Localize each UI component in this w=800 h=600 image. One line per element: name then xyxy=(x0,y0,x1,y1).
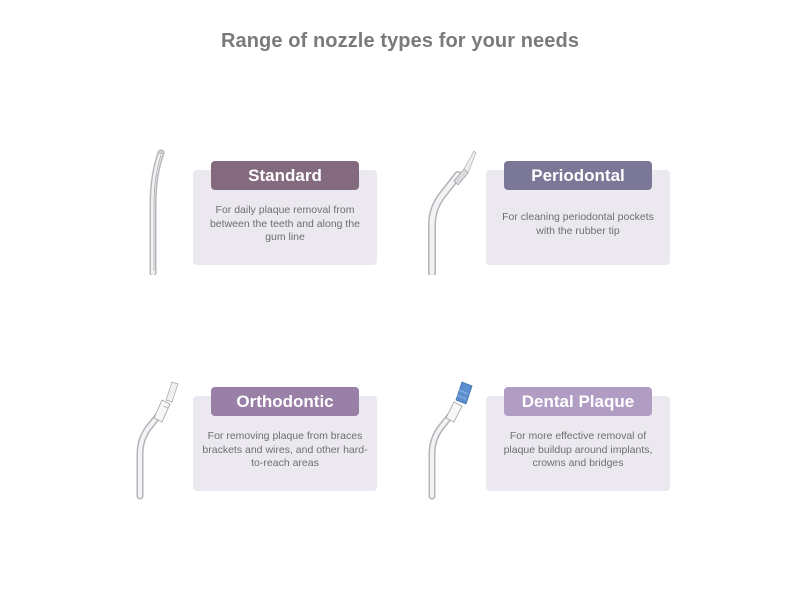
periodontal-label: Periodontal xyxy=(504,161,652,190)
card-description: For daily plaque removal from between the teeth and along the gum line xyxy=(209,204,361,244)
standard-label: Standard xyxy=(211,161,359,190)
card-description: For more effective removal of plaque buildup around implants, crowns and bridges xyxy=(503,430,653,470)
dental-plaque-label: Dental Plaque xyxy=(504,387,652,416)
card-description: For removing plaque from braces brackets and wires, and other hard-to-reach areas xyxy=(202,430,368,470)
card-description: For cleaning periodontal pockets with the rubber tip xyxy=(502,211,654,237)
dental-plaque-nozzle-icon xyxy=(410,372,480,502)
orthodontic-nozzle-icon xyxy=(118,372,188,502)
page-title: Range of nozzle types for your needs xyxy=(220,30,580,52)
orthodontic-label: Orthodontic xyxy=(211,387,359,416)
periodontal-nozzle-icon xyxy=(410,145,480,275)
